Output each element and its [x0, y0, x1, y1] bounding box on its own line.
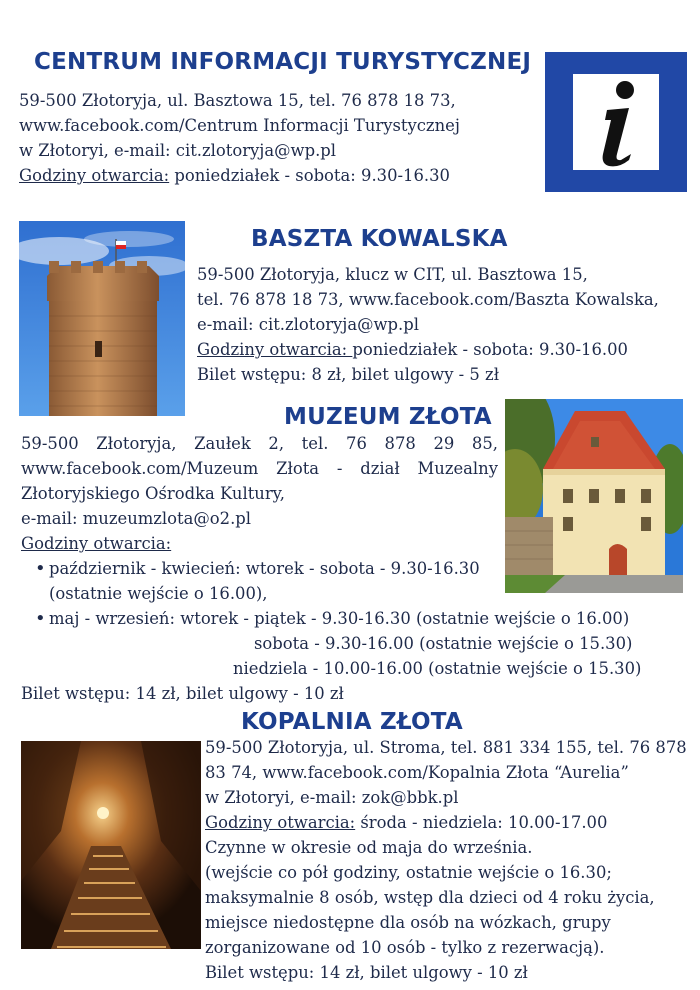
cit-title: CENTRUM INFORMACJI TURYSTYCZNEJ: [34, 49, 532, 75]
muzeum-email-line: e-mail: muzeumzlota@o2.pl: [21, 509, 252, 528]
cit-hours-line: [19, 163, 460, 188]
baszta-hours-label: Godziny otwarcia:: [197, 340, 353, 359]
kopalnia-title: KOPALNIA ZŁOTA: [241, 709, 463, 735]
muzeum-season-winter: [21, 556, 641, 606]
cit-hours-value: poniedziałek - sobota: 9.30-16.30: [169, 166, 450, 185]
kopalnia-address-line: 59-500 Złotoryja, ul. Stroma, tel. 881 334 155, tel. 76 878: [205, 738, 687, 757]
cit-address-line: 59-500 Złotoryja, ul. Basztowa 15, tel. 76 878 18 73,: [19, 91, 456, 110]
cit-details: [19, 88, 460, 188]
muzeum-season-summer: [21, 606, 641, 631]
kopalnia-ticket-line: Bilet wstępu: 14 zł, bilet ulgowy - 10 zł: [205, 963, 528, 982]
muzeum-facebook-line: www.facebook.com/Muzeum Złota - dział Muzealny: [21, 459, 498, 478]
cit-hours-label: Godziny otwarcia:: [19, 166, 170, 185]
info-sign: [545, 52, 687, 192]
kopalnia-hours-value: środa - niedziela: 10.00-17.00: [355, 813, 608, 832]
cit-facebook-line: www.facebook.com/Centrum Informacji Turystycznej: [19, 116, 460, 135]
kopalnia-hours-line: [205, 810, 687, 835]
baszta-tower-photo: [19, 221, 185, 416]
muzeum-title: MUZEUM ZŁOTA: [284, 404, 492, 430]
kopalnia-email-line: w Złotoryi, e-mail: zok@bbk.pl: [205, 788, 459, 807]
kopalnia-details: [205, 735, 687, 985]
muzeum-season-summer-sunday: niedziela - 10.00-16.00 (ostatnie wejście o 15.30): [233, 659, 642, 678]
kopalnia-note-line: Czynne w okresie od maja do września.: [205, 838, 533, 857]
baszta-email-line: e-mail: cit.zlotoryja@wp.pl: [197, 315, 419, 334]
kopalnia-note-line: maksymalnie 8 osób, wstęp dla dzieci od 4 roku życia,: [205, 888, 655, 907]
muzeum-org-line: Złotoryjskiego Ośrodka Kultury,: [21, 484, 285, 503]
muzeum-season-summer-saturday: sobota - 9.30-16.00 (ostatnie wejście o 15.30): [254, 634, 633, 653]
baszta-hours-line: [197, 337, 659, 362]
muzeum-season-winter-hours: • październik - kwiecień: wtorek - sobota - 9.30-16.30: [49, 559, 480, 578]
muzeum-season-winter-note: (ostatnie wejście o 16.00),: [49, 584, 268, 603]
muzeum-season-summer-weekdays: • maj - wrzesień: wtorek - piątek - 9.30-16.30 (ostatnie wejście o 16.00): [49, 609, 630, 628]
baszta-phone-line: tel. 76 878 18 73, www.facebook.com/Baszta Kowalska,: [197, 290, 659, 309]
kopalnia-note-line: (wejście co pół godziny, ostatnie wejście o 16.30;: [205, 863, 612, 882]
kopalnia-note-line: miejsce niedostępne dla osób na wózkach, grupy: [205, 913, 611, 932]
kopalnia-mine-photo: [21, 741, 201, 949]
muzeum-ticket-line: Bilet wstępu: 14 zł, bilet ulgowy - 10 zł: [21, 684, 344, 703]
baszta-ticket-line: Bilet wstępu: 8 zł, bilet ulgowy - 5 zł: [197, 365, 500, 384]
muzeum-details: [21, 431, 641, 706]
baszta-address-line: 59-500 Złotoryja, klucz w CIT, ul. Basztowa 15,: [197, 265, 588, 284]
baszta-title: BASZTA KOWALSKA: [251, 226, 508, 252]
kopalnia-hours-label: Godziny otwarcia:: [205, 813, 356, 832]
muzeum-address-line: 59-500 Złotoryja, Zaułek 2, tel. 76 878 29 85,: [21, 434, 498, 453]
info-icon: [573, 74, 659, 170]
kopalnia-facebook-line: 83 74, www.facebook.com/Kopalnia Złota “Aurelia”: [205, 763, 629, 782]
muzeum-hours-list: [21, 556, 641, 631]
baszta-details: [197, 262, 659, 387]
cit-email-line: w Złotoryi, e-mail: cit.zlotoryja@wp.pl: [19, 141, 337, 160]
muzeum-hours-label: Godziny otwarcia:: [21, 534, 172, 553]
baszta-hours-value: poniedziałek - sobota: 9.30-16.00: [352, 340, 628, 359]
kopalnia-note-line: zorganizowane od 10 osób - tylko z rezerwacją).: [205, 938, 605, 957]
